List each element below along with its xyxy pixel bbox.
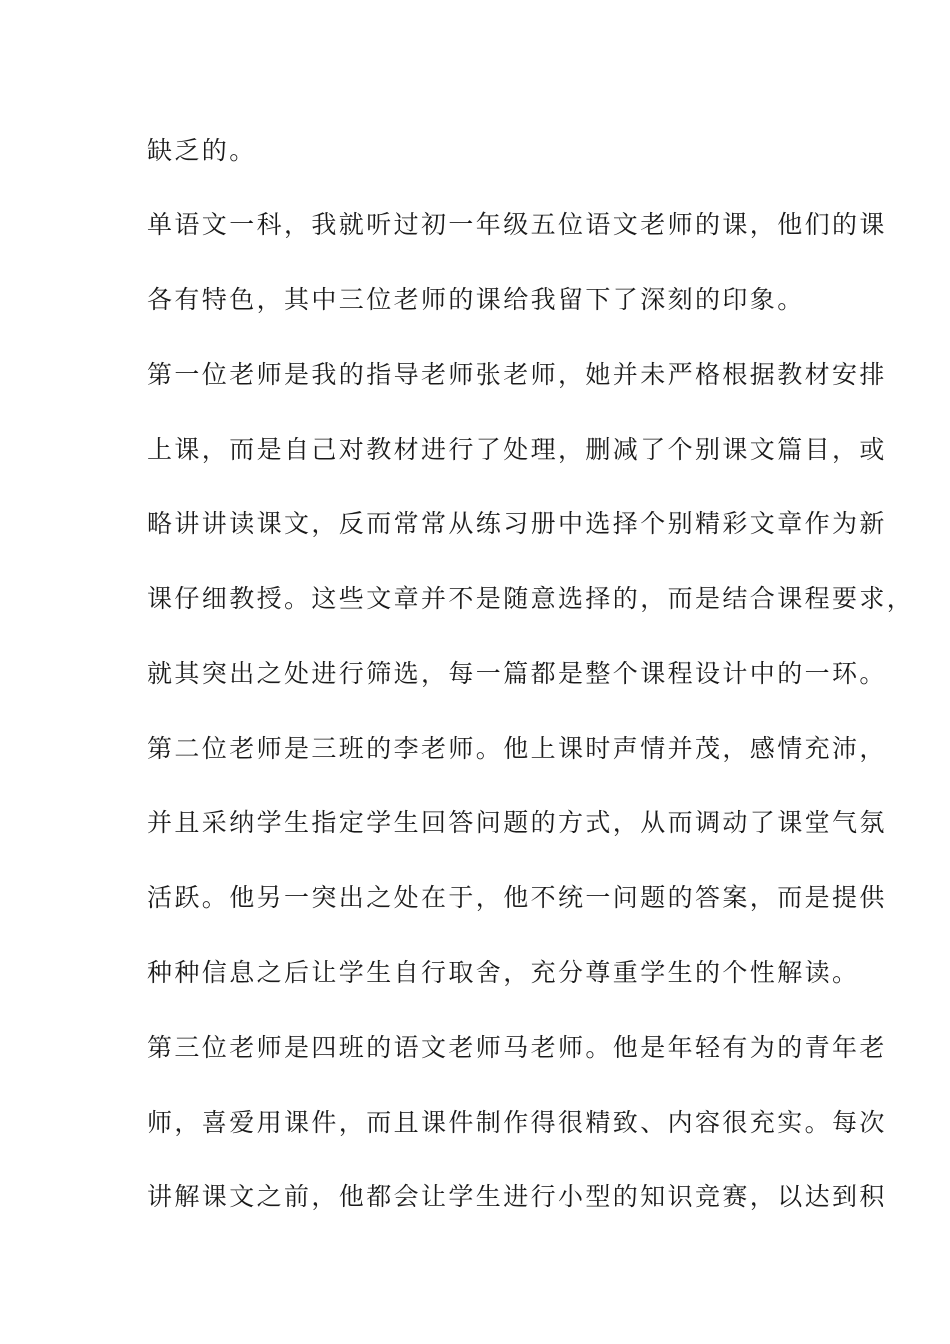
text-line-4: 第一位老师是我的指导老师张老师，她并未严格根据教材安排 <box>147 360 887 389</box>
text-line-3: 各有特色，其中三位老师的课给我留下了深刻的印象。 <box>147 285 805 314</box>
text-line-5: 上课，而是自己对教材进行了处理，删减了个别课文篇目，或 <box>147 435 887 464</box>
text-line-8: 就其突出之处进行筛选，每一篇都是整个课程设计中的一环。 <box>147 659 887 688</box>
text-line-2: 单语文一科，我就听过初一年级五位语文老师的课，他们的课 <box>147 210 887 239</box>
text-line-6: 略讲讲读课文，反而常常从练习册中选择个别精彩文章作为新 <box>147 509 887 538</box>
text-line-15: 讲解课文之前，他都会让学生进行小型的知识竞赛，以达到积 <box>147 1182 887 1211</box>
text-line-13: 第三位老师是四班的语文老师马老师。他是年轻有为的青年老 <box>147 1033 887 1062</box>
text-line-12: 种种信息之后让学生自行取舍，充分尊重学生的个性解读。 <box>147 958 860 987</box>
text-line-1: 缺乏的。 <box>147 136 257 165</box>
text-line-14: 师，喜爱用课件，而且课件制作得很精致、内容很充实。每次 <box>147 1108 887 1137</box>
text-line-10: 并且采纳学生指定学生回答问题的方式，从而调动了课堂气氛 <box>147 808 887 837</box>
text-line-11: 活跃。他另一突出之处在于，他不统一问题的答案，而是提供 <box>147 883 887 912</box>
text-line-9: 第二位老师是三班的李老师。他上课时声情并茂，感情充沛， <box>147 734 887 763</box>
text-line-7: 课仔细教授。这些文章并不是随意选择的，而是结合课程要求， <box>147 584 915 613</box>
